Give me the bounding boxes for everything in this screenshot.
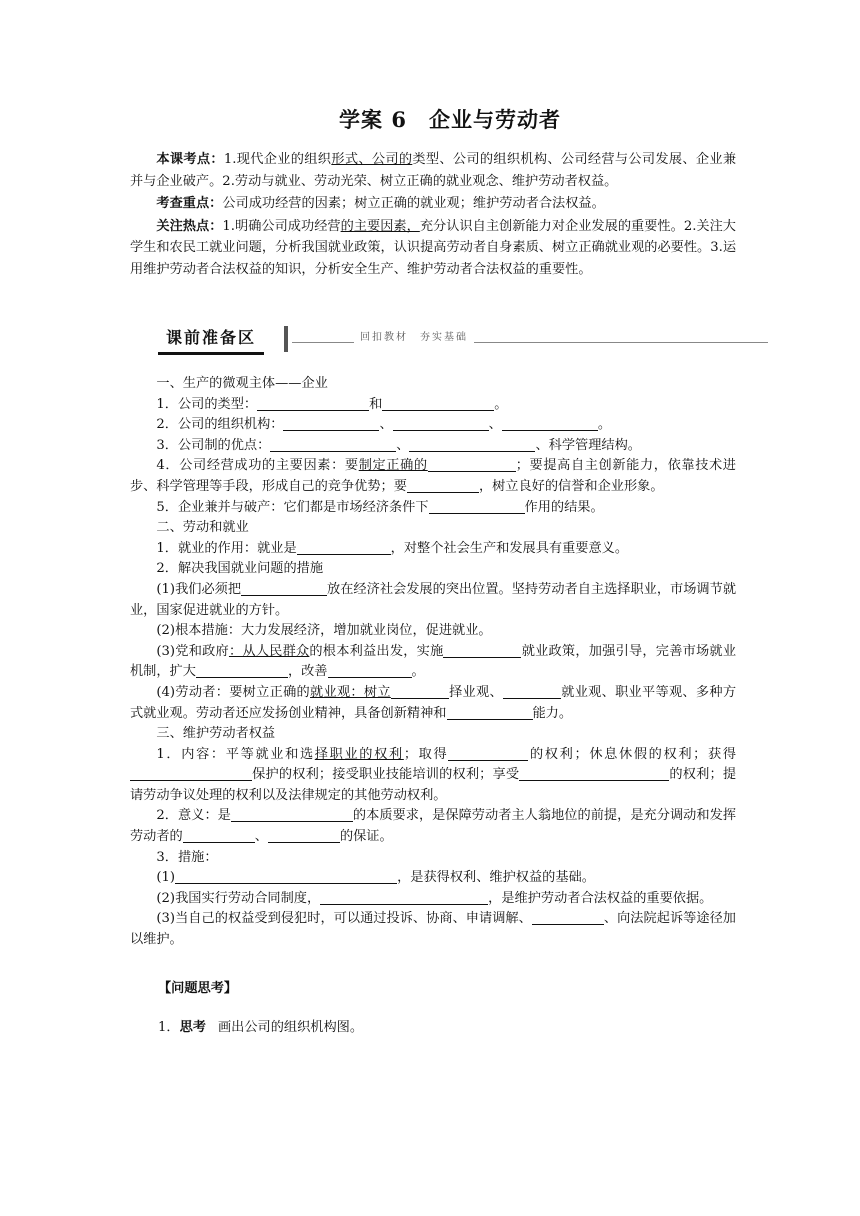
s2-p3-text: (3)党和政府	[156, 643, 229, 659]
fill-blank[interactable]	[429, 499, 525, 514]
s2-l1-end: ，对整个社会生产和发展具有重要意义。	[390, 540, 629, 556]
s2-measure-4	[130, 683, 736, 724]
kaodian-label: 本课考点：	[156, 152, 224, 167]
fill-blank[interactable]	[448, 746, 528, 761]
fill-blank[interactable]	[320, 890, 488, 905]
fill-blank[interactable]	[503, 684, 561, 699]
fill-blank[interactable]	[283, 416, 379, 431]
fill-blank[interactable]	[409, 437, 535, 452]
fill-blank[interactable]	[393, 416, 489, 431]
kaodian-underline: 形式、公司的	[331, 152, 413, 167]
zhongdian-paragraph	[130, 193, 736, 215]
fill-blank[interactable]	[443, 643, 521, 658]
s2-item-1	[130, 539, 736, 560]
zhongdian-text: 公司成功经营的因素；树立正确的就业观；维护劳动者合法权益。	[222, 196, 605, 211]
s3-m2-end: ，是维护劳动者合法权益的重要依据。	[488, 890, 713, 906]
title-text: 企业与劳动者	[428, 107, 561, 132]
s1-item-3	[130, 436, 736, 457]
s3-item-3: 3．措施：	[156, 849, 218, 865]
question-text: 画出公司的组织机构图。	[217, 1020, 364, 1035]
s3-l2-sep: 、	[254, 829, 268, 845]
section-banner	[158, 324, 768, 354]
s3-l2-end: 的保证。	[339, 829, 393, 845]
s3-l2-mid: 的本质要求，是保障劳动者主人翁地位的前提，是充分调动和发挥劳动者的	[130, 808, 737, 845]
fill-blank[interactable]	[519, 766, 669, 781]
banner-label: 课前准备区	[158, 324, 264, 355]
s3-l1-end: 的权利；提请劳动争议处理的权利以及法律规定的其他劳动权利。	[130, 767, 737, 803]
s1-item-1	[130, 395, 736, 416]
s1-l4-text: 4．公司经营成功的主要因素：要	[156, 458, 359, 474]
redian-paragraph	[130, 216, 736, 281]
fill-blank[interactable]	[502, 416, 598, 431]
s3-l1-text: 1．内容：平等就业和选	[156, 746, 315, 762]
kaodian-text-b: 类型、公司的组织机构、公司经营与公司发展、企业兼并与企业破产。2.劳动与就业、劳动光荣、树立正确的就业观念、维护劳动者权益。	[130, 152, 737, 189]
s3-measure-1	[130, 868, 736, 889]
fill-blank[interactable]	[428, 457, 516, 472]
question-label: 思考	[179, 1020, 206, 1035]
s3-item-1	[130, 745, 736, 807]
kaodian-paragraph	[130, 149, 736, 192]
s2-measure-3	[130, 642, 736, 683]
intro-block	[130, 149, 736, 281]
section-3-heading: 三、维护劳动者权益	[156, 726, 276, 742]
s1-l2-end: 。	[597, 417, 612, 433]
question-heading: 【问题思考】	[158, 981, 238, 996]
redian-text-a: 1.明确公司成功经营	[222, 218, 341, 234]
fill-blank[interactable]	[175, 869, 397, 884]
s2-p4-underline: 就业观：树立	[310, 684, 391, 700]
title-number: 学案 6	[339, 107, 407, 132]
fill-blank[interactable]	[297, 540, 391, 555]
fill-blank[interactable]	[183, 828, 255, 843]
s2-p1-end: 放在经济社会发展的突出位置。坚持劳动者自主选择职业，市场调节就业，国家促进就业的方针。	[130, 581, 737, 618]
s3-m1-end: ，是获得权利、维护权益的基础。	[397, 870, 595, 886]
banner-divider	[284, 326, 288, 352]
s2-p3-mid2: 就业政策，加强引导，完善市场就业机制，扩大	[130, 643, 737, 680]
zhongdian-label: 考查重点：	[156, 196, 223, 211]
s3-measure-3	[130, 909, 736, 950]
s3-l1-underline: 择职业的权利	[314, 746, 404, 762]
fill-blank[interactable]	[270, 437, 396, 452]
s2-p4-mid: 择业观、	[448, 684, 503, 700]
s3-l2-text: 2．意义：是	[156, 808, 231, 824]
redian-label: 关注热点：	[156, 218, 223, 234]
fill-blank[interactable]	[241, 581, 327, 596]
fill-blank[interactable]	[130, 766, 252, 781]
redian-underline: 的主要因素，	[340, 218, 420, 234]
s1-l1-end: 。	[494, 396, 508, 412]
s1-l4-mid: ；要提高自主创新能力，依靠技术进步、科学管理等手段，形成自己的竞争优势；要	[130, 458, 736, 494]
s1-l3-end: 、科学管理结构。	[535, 437, 641, 453]
s2-p3-mid: 的根本利益出发，实施	[309, 643, 444, 659]
fill-blank[interactable]	[231, 807, 353, 822]
s1-item-2	[130, 415, 736, 436]
question-item	[158, 1016, 363, 1035]
s1-l5-end: 作用的结果。	[524, 499, 604, 515]
s3-measure-2	[130, 889, 736, 910]
s1-l3-text: 3．公司制的优点：	[156, 437, 271, 453]
s2-measure-1	[130, 580, 736, 621]
s1-l3-sep: 、	[396, 437, 410, 453]
s3-l1-mid: ；取得	[403, 746, 449, 762]
s2-p4-text: (4)劳动者：要树立正确的	[156, 684, 311, 700]
fill-blank[interactable]	[257, 396, 369, 411]
kaodian-text-a: 1.现代企业的组织	[223, 152, 332, 167]
fill-blank[interactable]	[391, 684, 449, 699]
s1-item-4	[130, 456, 736, 497]
section-1-heading: 一、生产的微观主体——企业	[156, 376, 328, 391]
s1-l2-sep2: 、	[488, 417, 502, 433]
s1-l2-text: 2．公司的组织机构：	[156, 417, 284, 433]
s2-p1-text: (1)我们必须把	[156, 581, 242, 597]
s1-l4-underline: 制定正确的	[358, 458, 428, 474]
page-title	[0, 104, 860, 134]
s3-l1-mid2: 的权利；休息休假的权利；获得	[528, 746, 737, 762]
s2-p4-end: 能力。	[532, 705, 573, 721]
s1-l5-text: 5．企业兼并与破产：它们都是市场经济条件下	[156, 499, 429, 515]
section-2-heading: 二、劳动和就业	[156, 520, 249, 536]
fill-blank[interactable]	[407, 478, 479, 493]
s2-p3-underline: ：从人民群众	[228, 643, 310, 659]
worksheet-body	[130, 374, 736, 951]
s3-m3-end: 、向法院起诉等途径加以维护。	[130, 911, 736, 948]
fill-blank[interactable]	[382, 396, 494, 411]
s3-m3-text: (3)当自己的权益受到侵犯时，可以通过投诉、协商、申请调解、	[156, 911, 532, 927]
fill-blank[interactable]	[268, 828, 340, 843]
fill-blank[interactable]	[532, 910, 604, 925]
s2-measure-2: (2)根本措施：大力发展经济，增加就业岗位，促进就业。	[156, 623, 492, 639]
s2-l1-text: 1．就业的作用：就业是	[156, 540, 297, 556]
s1-l4-end: ，树立良好的信誉和企业形象。	[478, 478, 664, 494]
s2-p4-mid2: 就业观、职业平等观、多种方式就业观。劳动者还应发扬创业精神，具备创新精神和	[130, 684, 737, 721]
s1-l1-text: 1．公司的类型：	[156, 396, 258, 412]
s3-l1-mid3: 保护的权利；接受职业技能培训的权利；享受	[252, 767, 520, 783]
fill-blank[interactable]	[196, 663, 288, 678]
question-number: 1．	[158, 1020, 180, 1035]
fill-blank[interactable]	[447, 705, 533, 720]
s1-l2-sep: 、	[379, 417, 393, 433]
redian-text-b: 充分认识自主创新能力对企业发展的重要性。2.关注大学生和农民工就业问题，分析我国就业政策，认识提高劳动者自身素质、树立正确就业观的必要性。3.运用维护劳动者合法权益的知识，分析安全生产、维护劳动者合法权益的重要性。	[130, 218, 737, 277]
s2-item-2: 2．解决我国就业问题的措施	[156, 561, 324, 577]
s3-item-2	[130, 806, 736, 847]
s3-m2-text: (2)我国实行劳动合同制度，	[156, 890, 321, 906]
s2-p3-end: 。	[411, 664, 425, 680]
banner-subtitle: 回扣教材 夯实基础	[354, 328, 474, 343]
s1-l1-and: 和	[369, 396, 383, 412]
s1-item-5	[130, 498, 736, 519]
fill-blank[interactable]	[328, 663, 412, 678]
s2-p3-mid3: ，改善	[287, 664, 328, 680]
s3-m1-num: (1)	[156, 870, 176, 886]
